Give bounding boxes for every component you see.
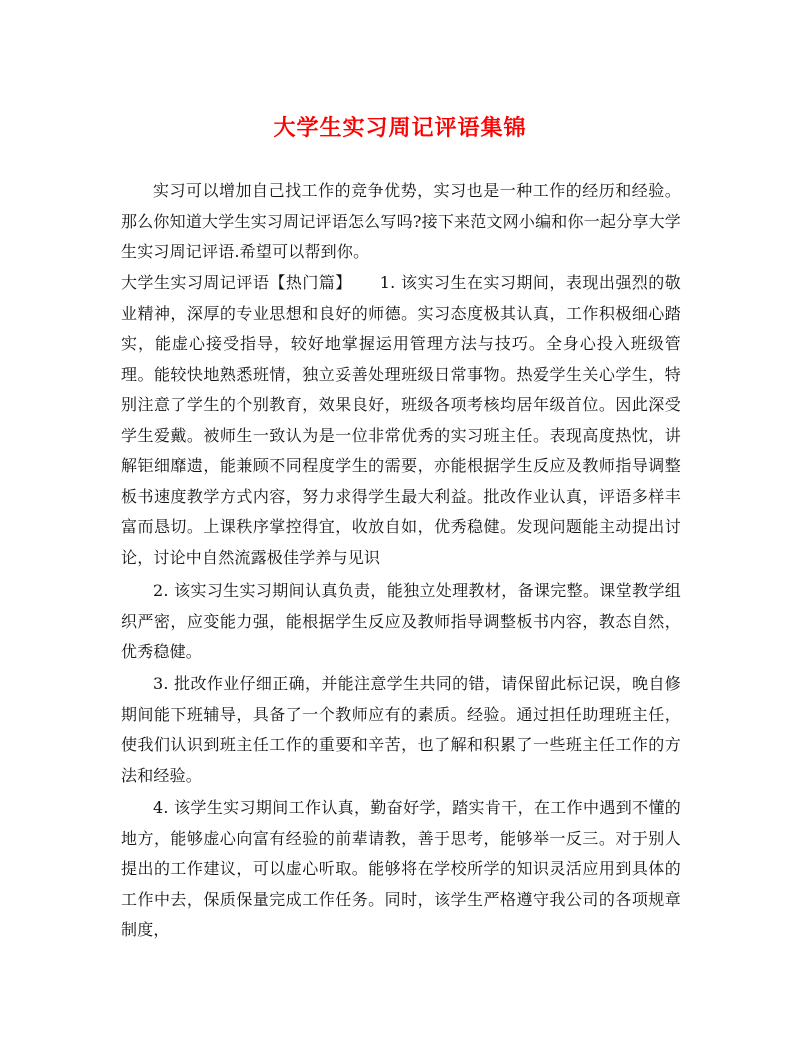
section-heading: 大学生实习周记评语【热门篇】: [121, 273, 352, 292]
comment-item-4: 4. 该学生实习期间工作认真，勤奋好学，踏实肯干，在工作中遇到不懂的地方，能够虚心向富有经验的前辈请教，善于思考，能够举一反三。对于别人提出的工作建议，可以虚心听取。能够将在学校所学的知识灵活应用到具体的工作中去，保质保量完成工作任务。同时，该学生严格遵守我公司的各项规章制度，: [121, 798, 681, 939]
section-paragraph: [121, 268, 681, 573]
comment-item-1: 1. 该实习生在实习期间，表现出强烈的敬业精神，深厚的专业思想和良好的师德。实习态度极其认真，工作积极细心踏实，能虚心接受指导，较好地掌握运用管理方法与技巧。全身心投入班级管理。能较快地熟悉班情，独立妥善处理班级日常事物。热爱学生关心学生，特别注意了学生的个别教育，效果良好，班级各项考核均居年级首位。因此深受学生爱戴。被师生一致认为是一位非常优秀的实习班主任。表现高度热忱，讲解钜细靡遗，能兼顾不同程度学生的需要，亦能根据学生反应及教师指导调整板书速度教学方式内容，努力求得学生最大利益。批改作业认真，评语多样丰富而恳切。上课秩序掌控得宜，收放自如，优秀稳健。发现问题能主动提出讨论，讨论中自然流露极佳学养与见识: [121, 273, 681, 567]
comment-item-3: 3. 批改作业仔细正确，并能注意学生共同的错，请保留此标记误，晚自修期间能下班辅导，具备了一个教师应有的素质。经验。通过担任助理班主任，使我们认识到班主任工作的重要和辛苦，也了解和积累了一些班主任工作的方法和经验。: [121, 674, 681, 785]
comment-item-2: 2. 该实习生实习期间认真负责，能独立处理教材，备课完整。课堂教学组织严密，应变能力强，能根据学生反应及教师指导调整板书内容，教态自然，优秀稳健。: [121, 581, 681, 661]
document-title: 大学生实习周记评语集锦: [273, 115, 527, 141]
intro-paragraph: 实习可以增加自己找工作的竞争优势，实习也是一种工作的经历和经验。那么你知道大学生实习周记评语怎么写吗?接下来范文网小编和你一起分享大学生实习周记评语.希望可以帮到你。: [121, 181, 681, 261]
